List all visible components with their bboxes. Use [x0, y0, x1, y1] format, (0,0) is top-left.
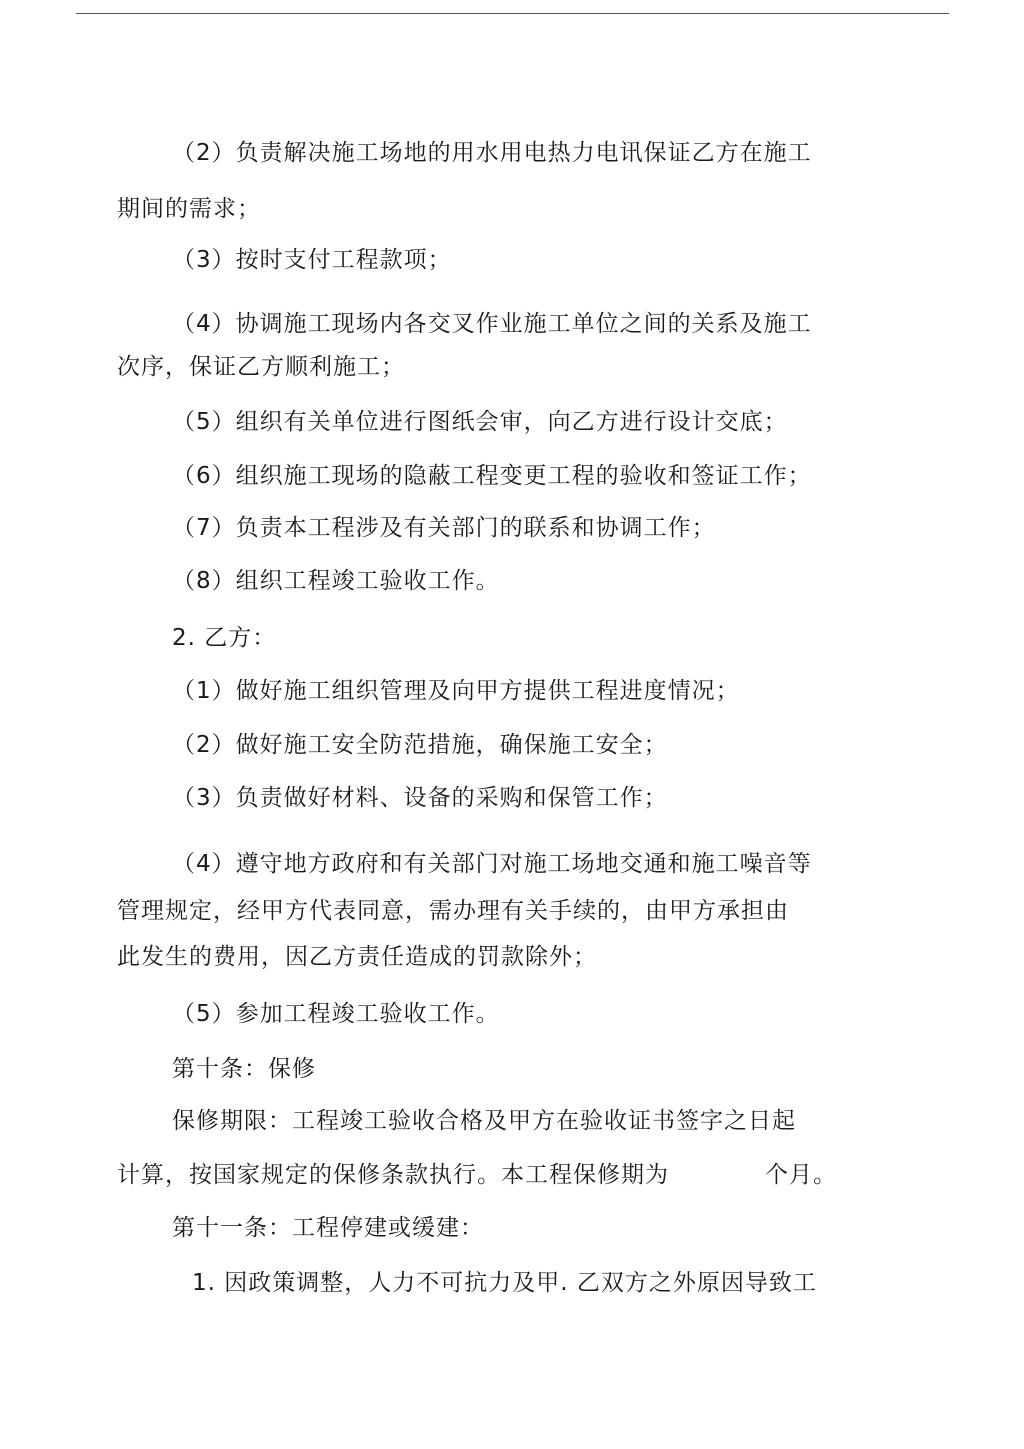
list-item-jia-2-cont: 期间的需求； — [117, 196, 261, 222]
list-item-jia-6: （6）组织施工现场的隐蔽工程变更工程的验收和签证工作； — [172, 463, 812, 489]
article-11-heading: 第十一条：工程停建或缓建： — [172, 1215, 484, 1241]
list-item-yi-4-cont-2: 此发生的费用，因乙方责任造成的罚款除外； — [117, 944, 597, 970]
list-item-yi-4-cont-1: 管理规定，经甲方代表同意，需办理有关手续的，由甲方承担由 — [117, 898, 789, 924]
article-11-item-1: 1. 因政策调整，人力不可抗力及甲. 乙双方之外原因导致工 — [192, 1270, 817, 1296]
list-item-jia-4: （4）协调施工现场内各交叉作业施工单位之间的关系及施工 — [172, 311, 812, 337]
list-item-yi-2: （2）做好施工安全防范措施，确保施工安全； — [172, 732, 668, 758]
warranty-paragraph-cont: 计算，按国家规定的保修条款执行。本工程保修期为 个月。 — [117, 1162, 837, 1188]
warranty-paragraph: 保修期限：工程竣工验收合格及甲方在验收证书签字之日起 — [172, 1108, 796, 1134]
list-item-jia-3: （3）按时支付工程款项； — [172, 247, 452, 273]
list-item-yi-3: （3）负责做好材料、设备的采购和保管工作； — [172, 785, 668, 811]
article-10-heading: 第十条：保修 — [172, 1056, 316, 1082]
header-rule — [76, 13, 949, 14]
list-item-yi-5: （5）参加工程竣工验收工作。 — [172, 1001, 500, 1027]
list-item-jia-2: （2）负责解决施工场地的用水用电热力电讯保证乙方在施工 — [172, 140, 812, 166]
list-item-jia-7: （7）负责本工程涉及有关部门的联系和协调工作； — [172, 515, 716, 541]
section-heading-yi: 2. 乙方： — [172, 625, 277, 651]
list-item-jia-5: （5）组织有关单位进行图纸会审，向乙方进行设计交底； — [172, 409, 788, 435]
list-item-jia-4-cont: 次序，保证乙方顺利施工； — [117, 354, 405, 380]
list-item-yi-1: （1）做好施工组织管理及向甲方提供工程进度情况； — [172, 678, 740, 704]
list-item-jia-8: （8）组织工程竣工验收工作。 — [172, 568, 500, 594]
list-item-yi-4: （4）遵守地方政府和有关部门对施工场地交通和施工噪音等 — [172, 851, 812, 877]
